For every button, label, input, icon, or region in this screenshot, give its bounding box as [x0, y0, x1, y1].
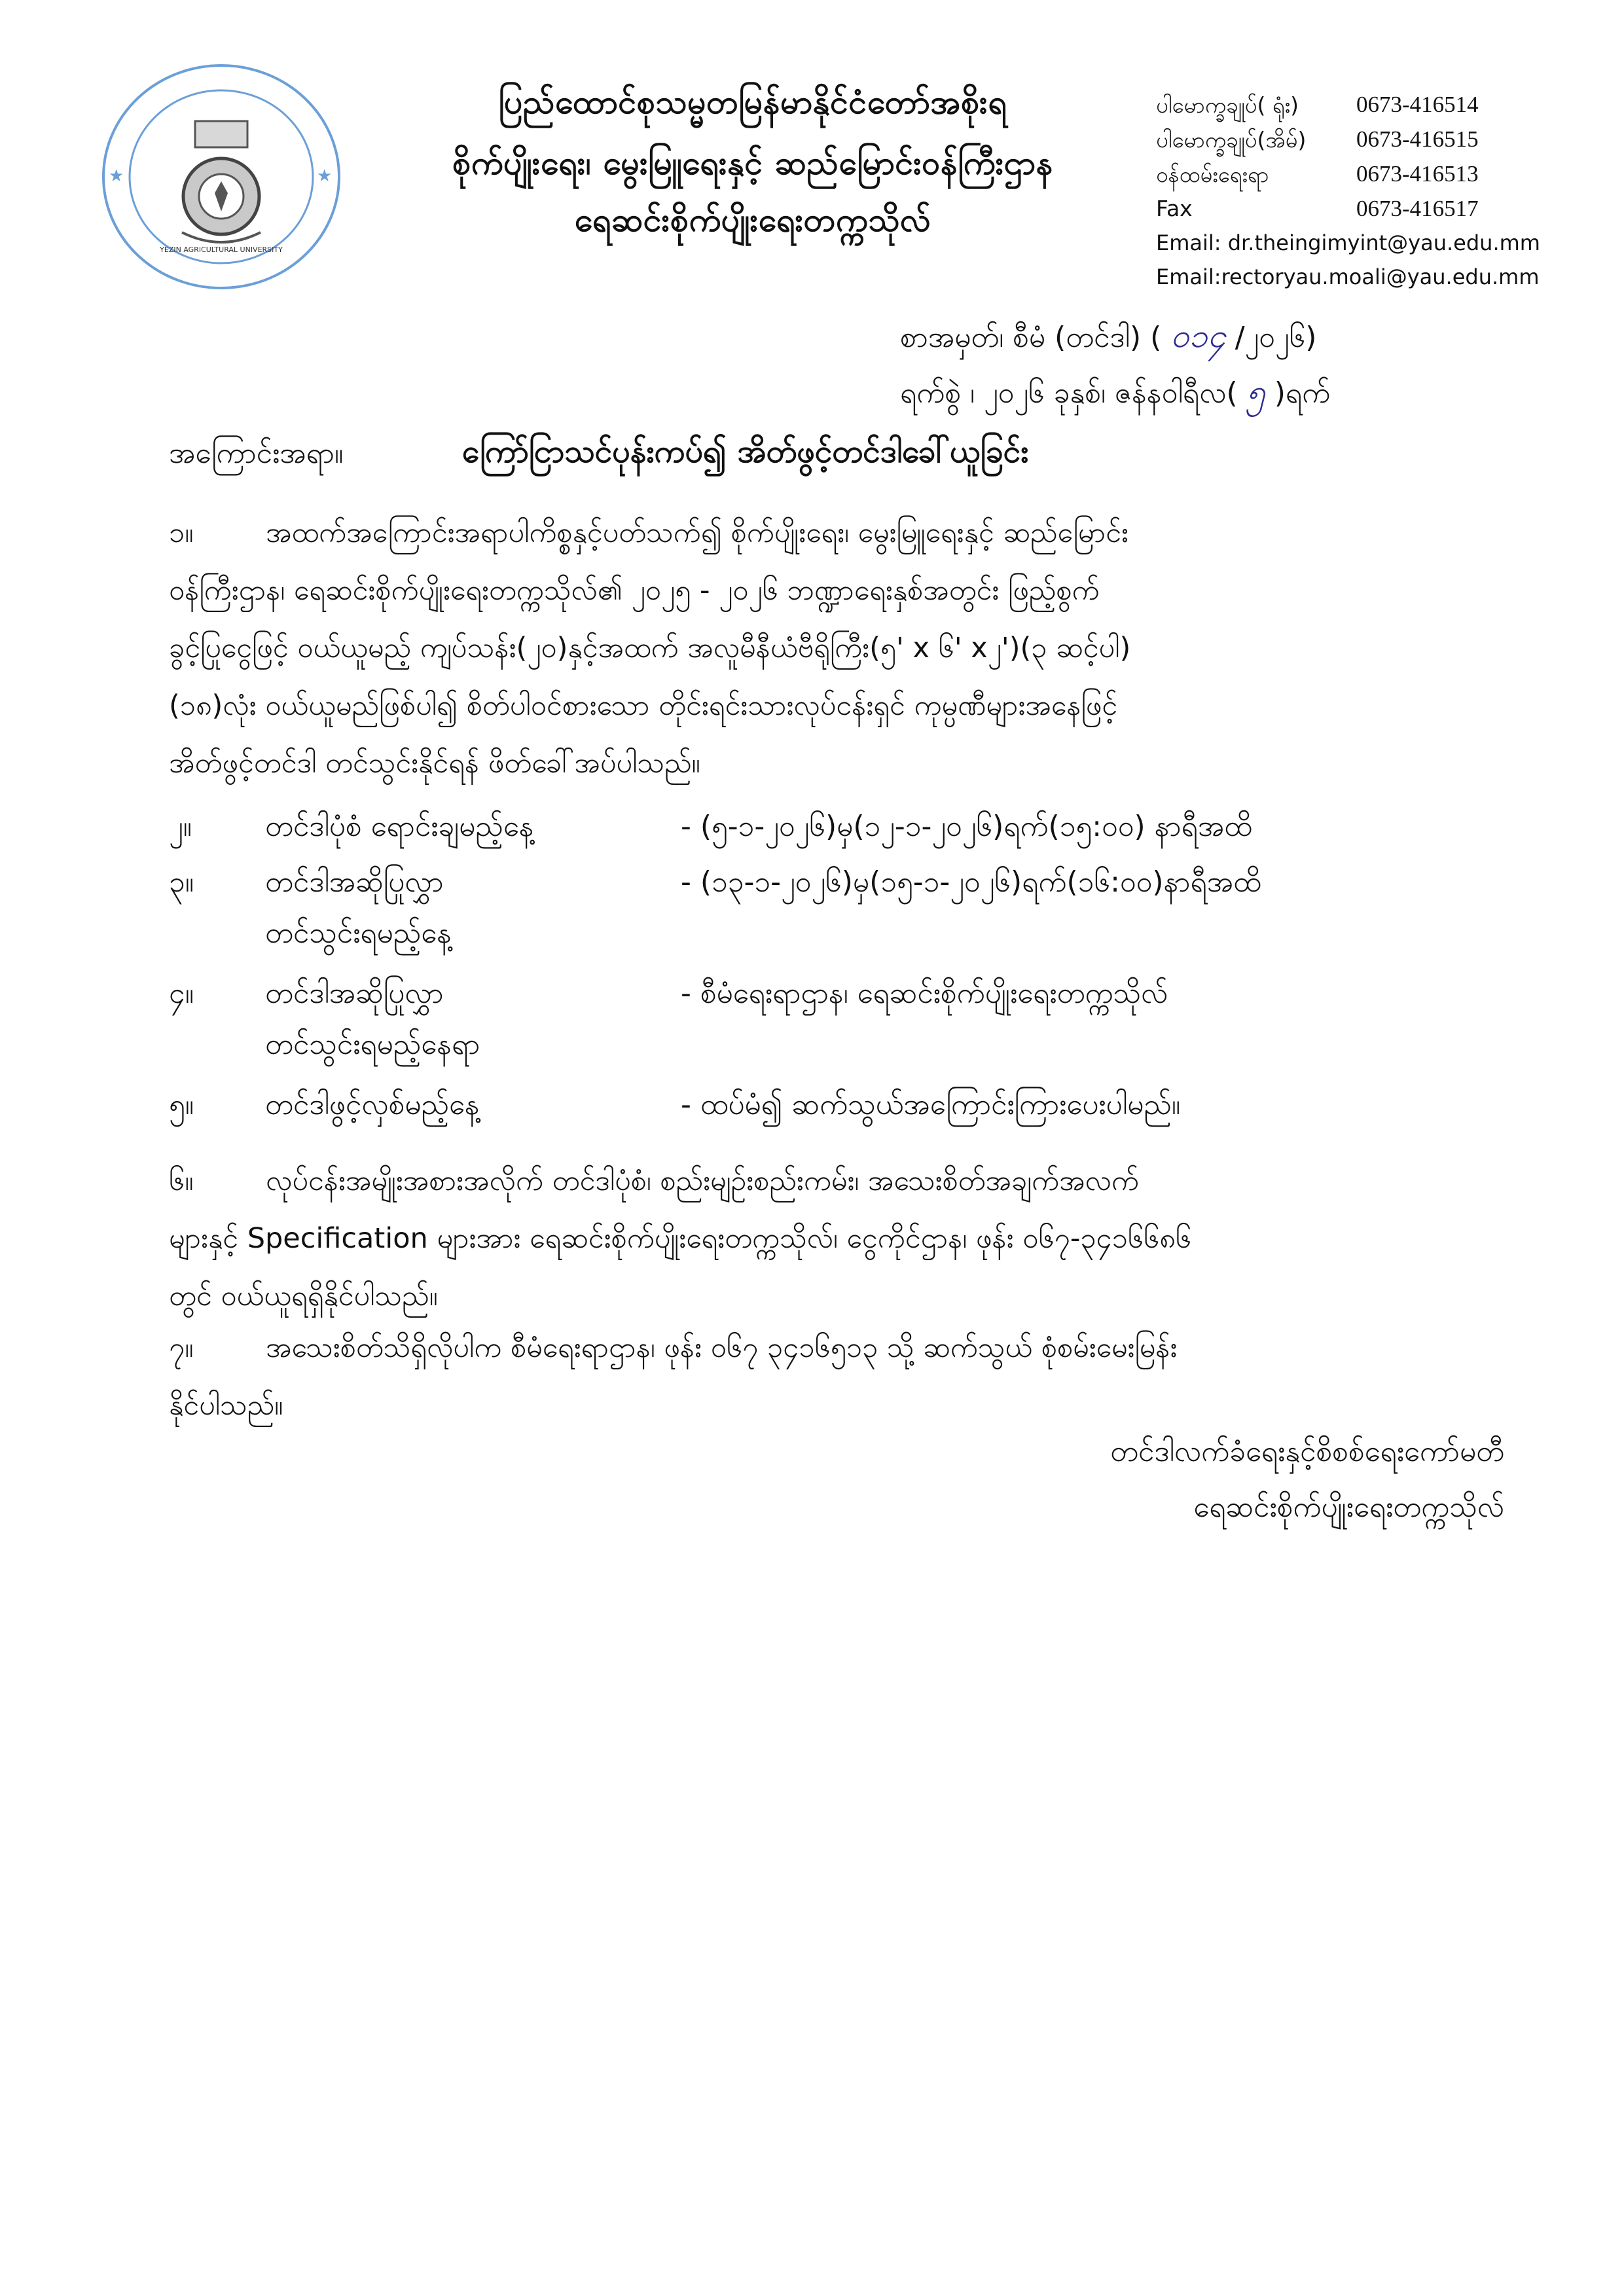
- paragraph-line: လုပ်ငန်းအမျိုးအစားအလိုက် တင်ဒါပုံစံ၊ စည်းမျဉ်းစည်းကမ်း၊ အသေးစိတ်အချက်အလက်: [266, 1165, 1139, 1197]
- paragraph-line: အသေးစိတ်သိရှိလိုပါက စီမံရေးရာဌာန၊ ဖုန်း ၀၆၇ ၃၄၁၆၅၁၃ သို့ ဆက်သွယ် စုံစမ်းမေးမြန်း: [266, 1331, 1178, 1364]
- item-value: - (၁၃-၁-၂၀၂၆)မှ(၁၅-၁-၂၀၂၆)ရက်(၁၆:၀၀)နာရီအထိ: [681, 865, 1261, 899]
- university-seal-icon: [90, 36, 431, 317]
- contact-number: 0673-416513: [1356, 161, 1479, 187]
- signature-university: ရေဆင်းစိုက်ပျိုးရေးတက္ကသိုလ်: [1193, 1491, 1504, 1524]
- header-title-line-2: စိုက်ပျိုးရေး၊ မွေးမြူရေးနှင့် ဆည်မြောင်းဝန်ကြီးဌာန: [452, 144, 1053, 182]
- item-value: - စီမံရေးရာဌာန၊ ရေဆင်းစိုက်ပျိုးရေးတက္ကသိုလ်: [681, 977, 1168, 1010]
- contact-label: ဝန်ထမ်းရေးရာ: [1156, 162, 1269, 187]
- paragraph-number: ၁။: [169, 516, 194, 549]
- paragraph-number: ၆။: [169, 1165, 194, 1197]
- date-suffix: )ရက်: [1274, 376, 1331, 410]
- seal-caption: YEZIN AGRICULTURAL UNIVERSITY: [160, 245, 283, 254]
- item-number: ၅။: [169, 1088, 194, 1121]
- contact-number: 0673-416515: [1356, 126, 1479, 152]
- contact-label: Fax: [1156, 196, 1193, 221]
- contact-label: ပါမောက္ခချုပ်(အိမ်): [1156, 127, 1307, 153]
- paragraph-1: [169, 504, 1498, 792]
- contact-number: 0673-416517: [1356, 196, 1479, 221]
- paragraph-line: အိတ်ဖွင့်တင်ဒါ တင်သွင်းနိုင်ရန် ဖိတ်ခေါ်အပ်ပါသည်။: [169, 747, 700, 780]
- item-number: ၃။: [169, 865, 194, 899]
- email-line-2: Email:rectoryau.moali@yau.edu.mm: [1156, 264, 1540, 289]
- item-sublabel: တင်သွင်းရမည့်နေ့: [265, 916, 452, 950]
- paragraph-line: နိုင်ပါသည်။: [169, 1389, 283, 1422]
- paragraph-line: တွင် ဝယ်ယူရရှိနိုင်ပါသည်။: [169, 1280, 438, 1312]
- paragraph-line: အထက်အကြောင်းအရာပါကိစ္စနှင့်ပတ်သက်၍ စိုက်ပျိုးရေး၊ မွေးမြူရေးနှင့် ဆည်မြောင်း: [266, 516, 1128, 549]
- contact-number: 0673-416514: [1356, 92, 1479, 117]
- paragraph-line: ခွင့်ပြုငွေဖြင့် ဝယ်ယူမည့် ကျပ်သန်း(၂၀)နှင့်အထက် အလူမီနီယံဗီရိုကြီး(၅' x ၆' x၂')(၃ ဆင့်ပါ): [169, 632, 1131, 664]
- svg-text:★: ★: [109, 166, 124, 186]
- reference-prefix: စာအမှတ်၊ စီမံ (တင်ဒါ) (: [900, 321, 1162, 354]
- item-value: - ထပ်မံ၍ ဆက်သွယ်အကြောင်းကြားပေးပါမည်။: [681, 1088, 1181, 1121]
- item-number: ၄။: [169, 977, 194, 1010]
- item-label: တင်ဒါပုံစံ ရောင်းချမည့်နေ့: [265, 810, 534, 843]
- date-prefix: ရက်စွဲ ၊ ၂၀၂၆ ခုနှစ်၊ ဇန်နဝါရီလ(: [900, 376, 1238, 410]
- reference-suffix: /၂၀၂၆): [1235, 321, 1317, 354]
- header-title-line-3: ရေဆင်းစိုက်ပျိုးရေးတက္ကသိုလ်: [574, 201, 931, 239]
- reference-number: [900, 316, 1316, 363]
- paragraph-line: ဝန်ကြီးဌာန၊ ရေဆင်းစိုက်ပျိုးရေးတက္ကသိုလ်၏ ၂၀၂၅ - ၂၀၂၆ ဘဏ္ဍာရေးနှစ်အတွင်း ဖြည့်စွက်: [169, 574, 1100, 607]
- signature-committee: တင်ဒါလက်ခံရေးနှင့်စိစစ်ရေးကော်မတီ: [1110, 1435, 1504, 1468]
- contact-label: ပါမောက္ခချုပ်( ရုံး): [1156, 92, 1299, 118]
- reference-date: [900, 371, 1330, 419]
- paragraph-line: များနှင့် Specification များအား ရေဆင်းစိုက်ပျိုးရေးတက္ကသိုလ်၊ ငွေကိုင်ဌာန၊ ဖုန်း ၀၆၇-၃၄၁၆၆၈၆: [169, 1222, 1192, 1255]
- paragraph-7: [169, 1319, 1498, 1434]
- paragraph-6: [169, 1152, 1498, 1325]
- item-value: - (၅-၁-၂၀၂၆)မှ(၁၂-၁-၂၀၂၆)ရက်(၁၅:၀၀) နာရီအထိ: [681, 810, 1252, 843]
- item-label: တင်ဒါအဆိုပြုလွှာ: [265, 865, 444, 899]
- email-line-1: Email: dr.theingimyint@yau.edu.mm: [1156, 230, 1540, 255]
- item-label: တင်ဒါအဆိုပြုလွှာ: [265, 977, 444, 1010]
- header-title-line-1: ပြည်ထောင်စုသမ္မတမြန်မာနိုင်ငံတော်အစိုးရ: [498, 83, 1007, 121]
- subject-title: ကြော်ငြာသင်ပုန်းကပ်၍ အိတ်ဖွင့်တင်ဒါခေါ်ယူခြင်း: [462, 433, 1029, 470]
- reference-handwritten-number: ၀၁၄: [1170, 317, 1226, 355]
- paragraph-number: ၇။: [169, 1331, 194, 1364]
- item-label: တင်ဒါဖွင့်လှစ်မည့်နေ့: [265, 1088, 480, 1121]
- item-number: ၂။: [169, 810, 192, 843]
- date-handwritten-day: ၅: [1246, 372, 1265, 410]
- paragraph-line: (၁၈)လုံး ဝယ်ယူမည်ဖြစ်ပါ၍ စိတ်ပါဝင်စားသော တိုင်းရင်းသားလုပ်ငန်းရှင် ကုမ္ပဏီများအနေဖြင့်: [169, 689, 1118, 722]
- item-sublabel: တင်သွင်းရမည့်နေရာ: [265, 1028, 480, 1061]
- subject-label: အကြောင်းအရာ။: [169, 437, 344, 470]
- svg-text:★: ★: [317, 166, 333, 186]
